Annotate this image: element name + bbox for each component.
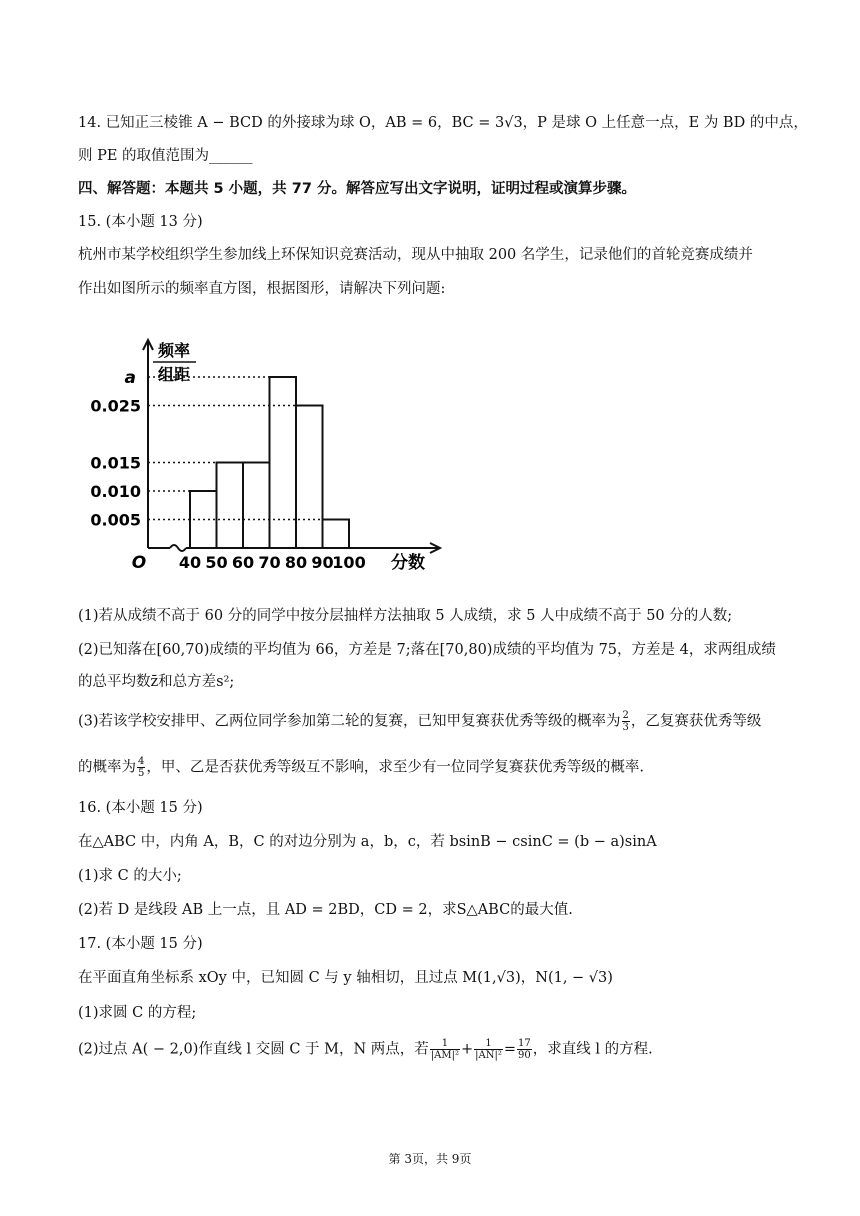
fraction-numerator: 4 [138,756,145,767]
y-label-bottom: 组距 [157,365,191,384]
x-axis-label: 分数 [391,553,425,573]
q15-intro-1: 杭州市某学校组织学生参加线上环保知识竞赛活动，现从中抽取 200 名学生，记录他们的首轮竞赛成绩并 [78,247,753,263]
q15-part-2-line-1: (2)已知落在[60,70)成绩的平均值为 66，方差是 7;落在[70,80)成绩的平均值为 75，方差是 4，求两组成绩 [78,642,776,658]
histogram-bar [243,463,270,549]
fraction-numerator: 17 [518,1038,531,1049]
q14-line-1: 14. 已知正三棱锥 A − BCD 的外接球为球 O，AB = 6，BC = 3√3，P 是球 O 上任意一点，E 为 BD 的中点， [78,115,808,131]
q14-line-2: 则 PE 的取值范围为______ [78,148,253,164]
q17-part-2-text-a: (2)过点 A( − 2,0)作直线 l 交圆 C 于 M，N 两点，若 [78,1041,429,1058]
fraction-denominator: |AM|² [430,1050,460,1061]
page-footer: 第 3页，共 9页 [388,1152,472,1166]
q17-part-2-text-b: ，求直线 l 的方程. [532,1041,653,1058]
y-tick-label: 0.010 [90,482,141,501]
origin-label: O [131,553,147,573]
fraction-inverse-am-squared [430,1038,460,1061]
fraction-denominator: 5 [138,768,145,779]
y-tick-label: a [124,368,136,388]
section-4-heading: 四、解答题：本题共 5 小题，共 77 分。解答应写出文字说明，证明过程或演算步骤。 [78,181,636,197]
q16-part-2: (2)若 D 是线段 AB 上一点，且 AD = 2BD，CD = 2，求S△ABC的最大值. [78,902,573,918]
q15-part-3-line-1 [78,710,761,733]
fraction-two-thirds [622,710,630,733]
fraction-four-fifths [137,756,145,779]
q15-part-2-line-2: 的总平均数z̄和总方差s²; [78,674,235,690]
q15-part-1: (1)若从成绩不高于 60 分的同学中按分层抽样方法抽取 5 人成绩，求 5 人中成绩不高于 50 分的人数; [78,608,733,624]
x-tick-label: 90 [311,553,334,572]
fraction-denominator: |AN|² [475,1050,502,1061]
y-label-top: 频率 [157,341,191,360]
y-tick-label: 0.015 [90,453,141,473]
q16-heading: 16. (本小题 15 分) [78,800,203,816]
x-tick-label: 40 [178,553,202,572]
q17-part-1: (1)求圆 C 的方程; [78,1005,197,1021]
q15-part-3-line-2 [78,756,644,779]
q15-part-3-text-d: ，甲、乙是否获优秀等级互不影响，求至少有一位同学复赛获优秀等级的概率. [146,759,644,776]
fraction-inverse-an-squared [474,1038,503,1061]
q15-part-3-text-c: 的概率为 [78,759,136,776]
fraction-numerator: 2 [622,710,629,721]
equals-sign: = [503,1041,517,1058]
histogram-bar [217,463,244,549]
plus-sign: + [461,1041,474,1058]
x-tick-label: 50 [205,553,228,572]
fraction-seventeen-ninetieths [517,1038,532,1061]
fraction-denominator: 3 [622,722,629,733]
x-tick-label: 60 [231,553,255,572]
histogram-bar [323,520,350,549]
y-tick-label: 0.025 [90,396,141,416]
x-tick-label: 80 [284,553,308,572]
q16-part-1: (1)求 C 的大小; [78,868,182,884]
q17-part-2 [78,1038,653,1061]
q15-part-3-text-a: (3)若该学校安排甲、乙两位同学参加第二轮的复赛，已知甲复赛获优秀等级的概率为 [78,713,621,730]
histogram-bar [296,406,323,549]
fraction-numerator: 1 [474,1038,503,1050]
q17-intro: 在平面直角坐标系 xOy 中，已知圆 C 与 y 轴相切，且过点 M(1,√3)，N(1, − √3) [78,970,613,986]
q15-intro-2: 作出如图所示的频率直方图，根据图形，请解决下列问题: [78,281,446,297]
frequency-histogram [0,0,860,600]
x-tick-label: 70 [258,553,281,572]
q15-heading: 15. (本小题 13 分) [78,214,203,230]
q16-intro: 在△ABC 中，内角 A，B，C 的对边分别为 a，b，c，若 bsinB − csinC = (b − a)sinA [78,834,657,850]
fraction-denominator: 90 [518,1050,531,1061]
q17-heading: 17. (本小题 15 分) [78,936,203,952]
q15-part-3-text-b: ，乙复赛获优秀等级 [630,713,762,730]
fraction-numerator: 1 [430,1038,460,1050]
y-tick-label: 0.005 [90,510,141,530]
x-tick-label: 100 [332,553,366,572]
x-axis-break [170,545,186,551]
histogram-bar [270,377,297,548]
